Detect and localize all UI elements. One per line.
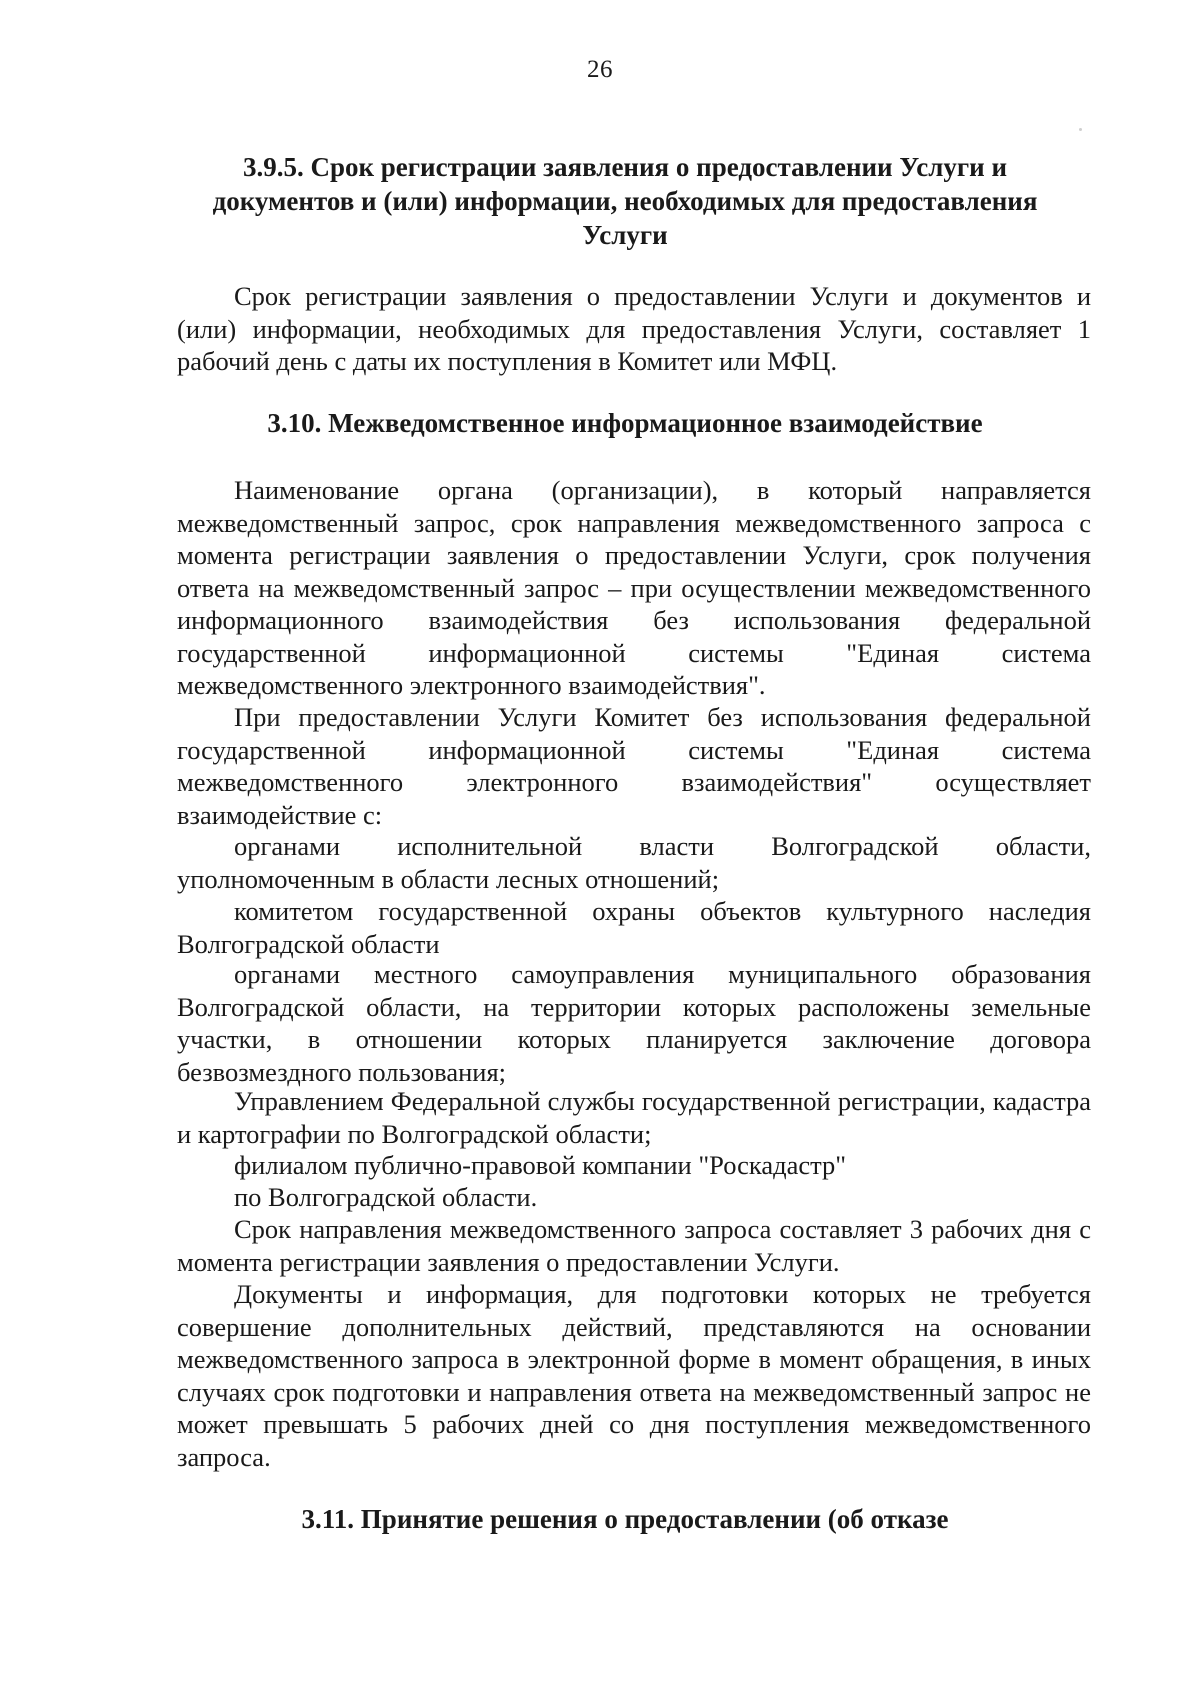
paragraph-interaction-with: При предоставлении Услуги Комитет без использования федеральной государственной информационной системы "Единая система межведомственного электронного взаимодействия" осуществляет взаимодействие с: [177, 702, 1091, 830]
section-3-11-heading: 3.11. Принятие решения о предоставлении (об отказе [301, 1504, 949, 1534]
list-item-local-government: органами местного самоуправления муниципального образования Волгоградской области, на территории которых расположены земельные участки, в отношении которых планируется заключение договора безвозмездного пользования; [177, 959, 1091, 1087]
page-number: 26 [587, 56, 613, 83]
paragraph-interagency-request: Наименование органа (организации), в который направляется межведомственный запрос, срок направления межведомственного запроса с момента регистрации заявления о предоставлении Услуги, срок получения ответа на межведомственный запрос – при осуществлении межведомственного информационного взаимодействия без использования федеральной государственной информационной системы "Единая система межведомственного электронного взаимодействия". [177, 475, 1091, 700]
list-item-rosreestr: Управлением Федеральной службы государственной регистрации, кадастра и картографии по Волгоградской области; [177, 1086, 1091, 1149]
section-3-10-heading: 3.10. Межведомственное информационное взаимодействие [267, 408, 983, 438]
scan-speck [1079, 128, 1082, 131]
paragraph-response-deadline: Документы и информация, для подготовки которых не требуется совершение дополнительных действий, представляются на основании межведомственного запроса в электронной форме в момент обращения, в иных случаях срок подготовки и направления ответа на межведомственный запрос не может превышать 5 рабочих дней со дня поступления межведомственного запроса. [177, 1279, 1091, 1472]
list-item-roskadastr: филиалом публично-правовой компании "Роскадастр" [234, 1150, 847, 1180]
list-item-executive-authorities: органами исполнительной власти Волгоградской области, уполномоченным в области лесных отношений; [177, 831, 1091, 894]
section-3-9-5-heading: 3.9.5. Срок регистрации заявления о предоставлении Услуги и документов и (или) информации, необходимых для предоставления Услуги [212, 152, 1038, 250]
list-item-heritage-committee: комитетом государственной охраны объектов культурного наследия Волгоградской области [177, 896, 1091, 959]
list-item-roskadastr-region: по Волгоградской области. [234, 1182, 538, 1212]
paragraph-request-deadline: Срок направления межведомственного запроса составляет 3 рабочих дня с момента регистрации заявления о предоставлении Услуги. [177, 1214, 1091, 1277]
section-3-9-5-paragraph: Срок регистрации заявления о предоставлении Услуги и документов и (или) информации, необходимых для предоставления Услуги, составляет 1 рабочий день с даты их поступления в Комитет или МФЦ. [177, 281, 1091, 376]
